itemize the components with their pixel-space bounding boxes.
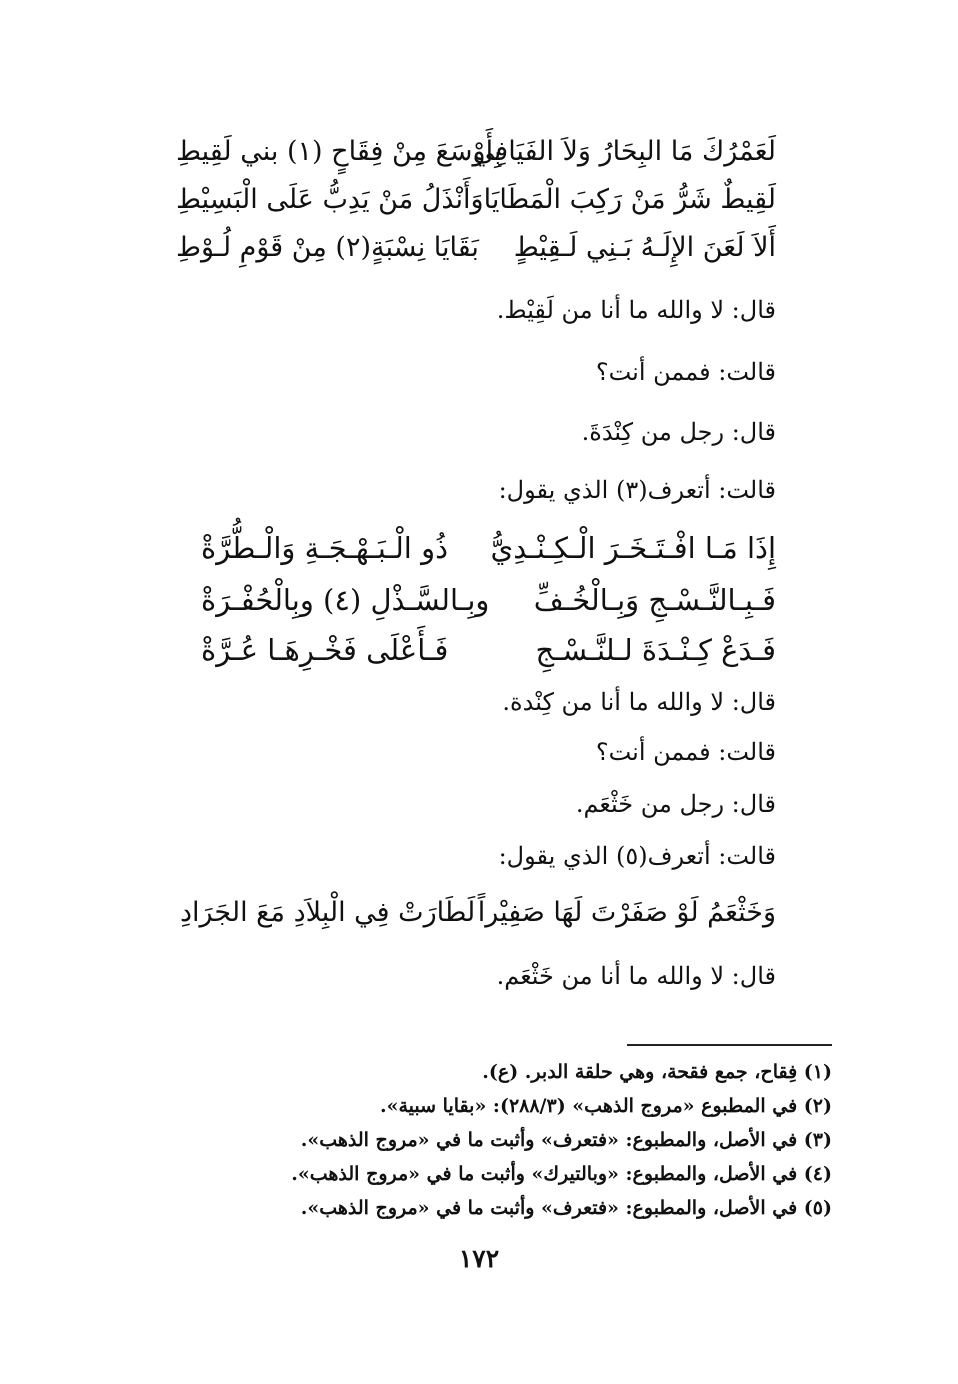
dialogue-line: قال: رجل من كِنْدَةَ. — [581, 418, 776, 446]
verse-first-hemistich: فَـبِـالنَّـسْـجِ وَبِـالْخُـفِّ — [533, 583, 776, 617]
verse-first-hemistich: وَخَثْعَمُ لَوْ صَفَرْتَ لَهَا صَفِيْراً — [477, 897, 776, 928]
dialogue-line: قالت: أتعرف(٥) الذي يقول: — [498, 842, 776, 870]
footnote: (٤) في الأصل، والمطبوع: «وبالتيرك» وأثبت ما في «مروج الذهب». — [291, 1163, 832, 1185]
verse-line-7 — [180, 888, 776, 938]
verse-line-5 — [201, 574, 776, 626]
verse-line-6 — [201, 624, 776, 676]
dialogue-line: قال: رجل من خَثْعَم. — [575, 790, 776, 818]
verse-second-hemistich: فَـأَعْلَى فَخْـرِهَـا عُـرَّةْ — [201, 633, 449, 667]
footnotes — [112, 1055, 832, 1225]
verse-second-hemistich: بَقَايَا نِسْبَةٍ(٢) مِنْ قَوْمِ لُـوْطِ — [176, 232, 479, 263]
verse-first-hemistich: لَقِيطٌ شَرُّ مَنْ رَكِبَ الْمَطَايَا — [483, 184, 776, 215]
verse-first-hemistich: أَلاَ لَعَنَ الإِلَـهُ بَـنِي لَـقِيْطٍ — [513, 232, 776, 263]
dialogue-line: قالت: فممن أنت؟ — [595, 358, 776, 386]
footnote-divider — [627, 1044, 832, 1046]
verse-second-hemistich: وَأَنْذَلُ مَنْ يَدِبُّ عَلَى الْبَسِيْطِ — [176, 184, 484, 215]
dialogue-line: قال: لا والله ما أنا من كِنْدة. — [502, 688, 776, 716]
verse-second-hemistich: وبِـالسَّـذْلِ (٤) وبِالْحُفْـرَةْ — [201, 583, 490, 617]
verse-second-hemistich: بِأَوْسَعَ مِنْ فِقَاحٍ (١) بني لَقِيطِ — [176, 136, 502, 167]
footnote: (١) فِقاح، جمع فقحة، وهي حلقة الدبر. (ع). — [482, 1061, 832, 1083]
footnote: (٣) في الأصل، والمطبوع: «فتعرف» وأثبت ما في «مروج الذهب». — [300, 1129, 832, 1151]
verse-line-3 — [176, 224, 776, 272]
closing-line: قال: لا والله ما أنا من خَثْعَم. — [496, 962, 776, 990]
dialogue-line: قال: لا والله ما أنا من لَقِيْط. — [496, 296, 776, 324]
page-number: ١٧٢ — [458, 1244, 500, 1273]
verse-first-hemistich: لَعَمْرُكَ مَا البِحَارُ وَلاَ الفَيَافِي — [472, 136, 776, 167]
verse-second-hemistich: ذُو الْـبَـهْـجَـةِ وَالْـطُّرَّةْ — [201, 531, 448, 565]
verse-line-4 — [201, 522, 776, 574]
footnote: (٥) في الأصل، والمطبوع: «فتعرف» وأثبت ما في «مروج الذهب». — [300, 1197, 832, 1219]
dialogue-line: قالت: أتعرف(٣) الذي يقول: — [498, 476, 776, 504]
verse-first-hemistich: إِذَا مَـا افْـتَـخَـرَ الْـكِـنْـدِيُّ — [490, 531, 776, 565]
verse-second-hemistich: لَطَارَتْ فِي الْبِلاَدِ مَعَ الجَرَادِ — [180, 897, 476, 928]
verse-line-1 — [176, 128, 776, 176]
verse-first-hemistich: فَـدَعْ كِـنْـدَةَ لـلنَّـسْـجِ — [535, 633, 776, 667]
dialogue-line: قالت: فممن أنت؟ — [595, 738, 776, 766]
footnote: (٢) في المطبوع «مروج الذهب» (٢٨٨/٣): «بقايا سبية». — [380, 1095, 832, 1117]
verse-line-2 — [176, 176, 776, 224]
